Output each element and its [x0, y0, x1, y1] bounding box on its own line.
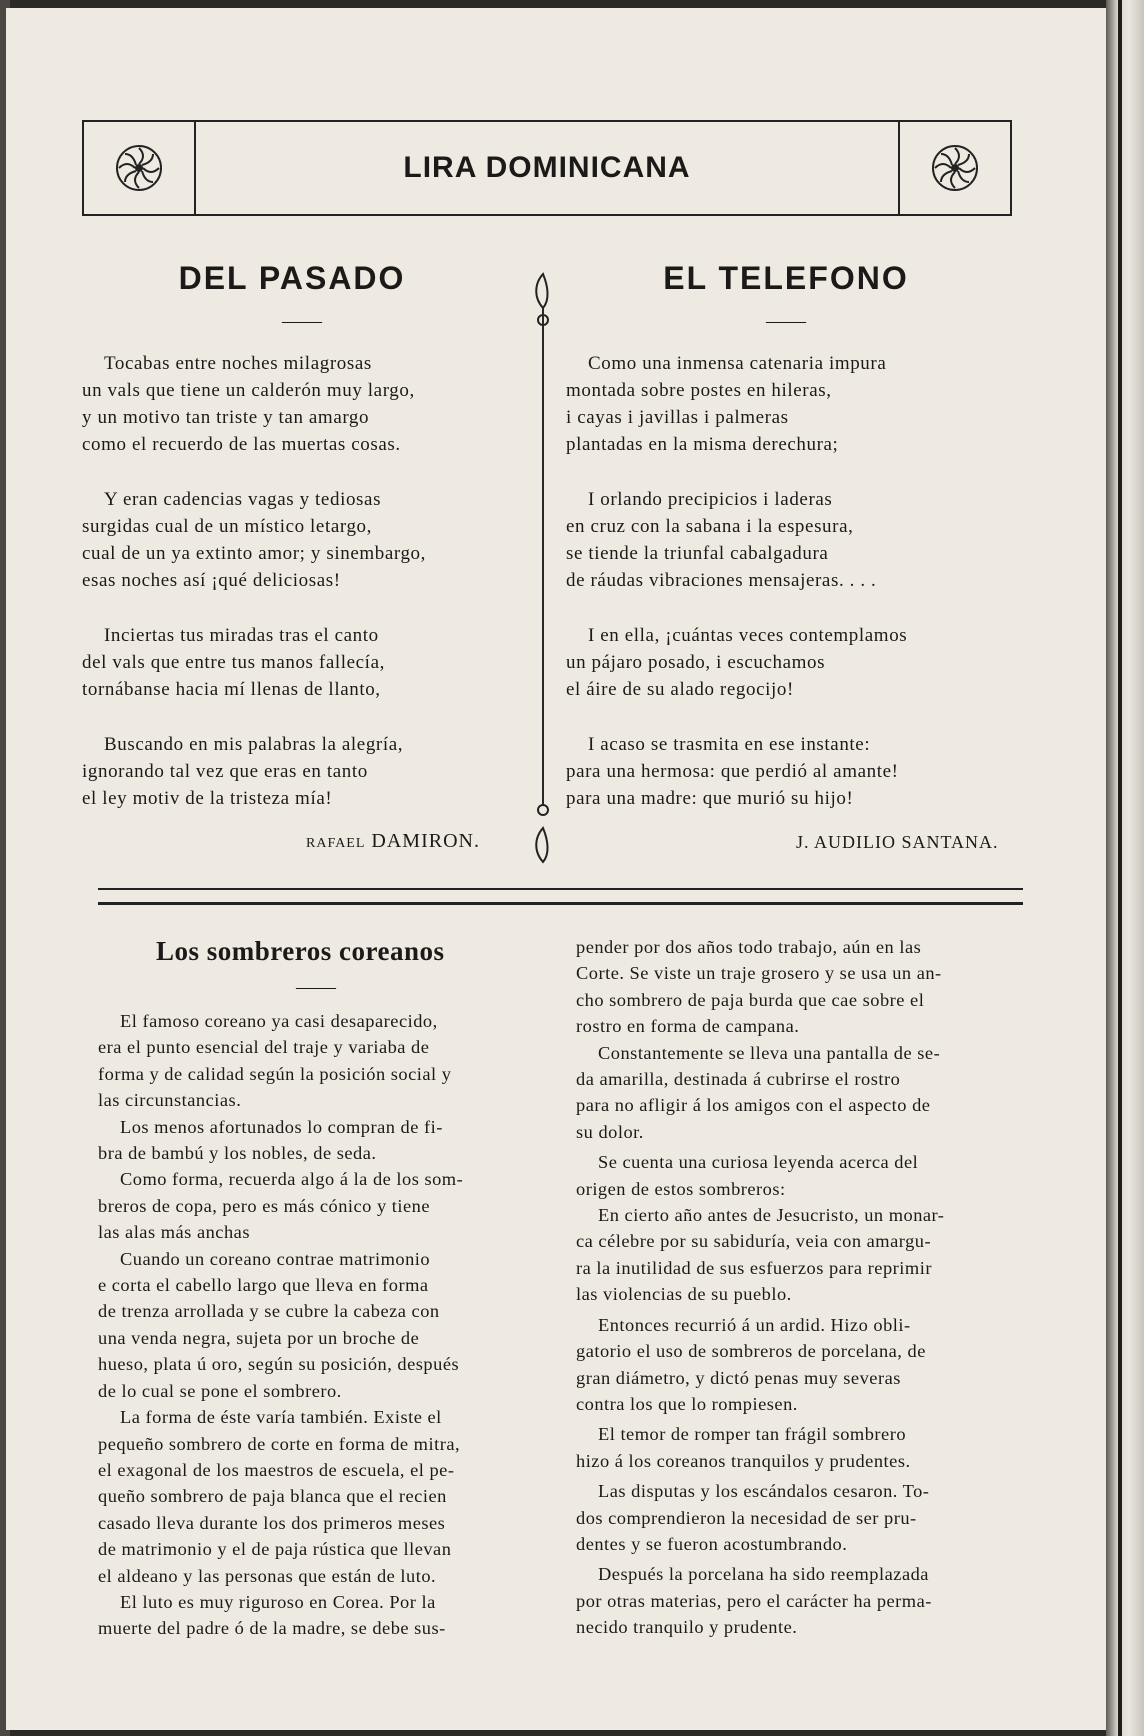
- text-line: e corta el cabello largo que lleva en forma: [98, 1275, 429, 1296]
- verse-line: y un motivo tan triste y tan amargo: [82, 407, 370, 428]
- verse-line: el ley motiv de la tristeza mía!: [82, 788, 333, 809]
- text-line: pender por dos años todo trabajo, aún en las: [576, 937, 922, 957]
- author-last-name: DAMIRON.: [371, 830, 480, 852]
- verse-line: I orlando precipicios i laderas: [588, 489, 833, 510]
- text-line: las alas más anchas: [98, 1222, 250, 1243]
- text-line: Corte. Se viste un traje grosero y se usa un an-: [576, 963, 942, 984]
- text-line: hueso, plata ú oro, según su posición, después: [98, 1354, 460, 1375]
- magazine-page: [6, 8, 1106, 1730]
- binding-spine: [1118, 0, 1122, 1736]
- text-line: pequeño sombrero de corte en forma de mitra,: [98, 1433, 461, 1454]
- verse-line: para una madre: que murió su hijo!: [566, 788, 854, 809]
- stanza: [82, 350, 522, 458]
- title-dash: ——: [766, 310, 806, 332]
- text-line: queño sombrero de paja blanca que el recien: [98, 1486, 447, 1507]
- banner-title: LIRA DOMINICANA: [403, 151, 691, 184]
- stanza: [82, 622, 522, 703]
- text-line: En cierto año antes de Jesucristo, un monar-: [598, 1205, 945, 1226]
- text-line: La forma de éste varía también. Existe el: [120, 1407, 442, 1428]
- verse-line: tornábanse hacia mí llenas de llanto,: [82, 679, 381, 700]
- text-line: Las disputas y los escándalos cesaron. To-: [598, 1481, 930, 1502]
- rosette-ornament-icon: [113, 142, 165, 194]
- verse-line: un pájaro posado, i escuchamos: [566, 652, 826, 673]
- text-line: una venda negra, sujeta por un broche de: [98, 1327, 420, 1348]
- text-line: Cuando un coreano contrae matrimonio: [120, 1248, 431, 1269]
- verse-line: el áire de su alado regocijo!: [566, 679, 794, 700]
- text-line: Entonces recurrió á un ardid. Hizo obli-: [598, 1314, 911, 1335]
- article-column-left: [98, 1008, 548, 1642]
- stanza: [82, 731, 522, 812]
- text-line: bra de bambú y los nobles, de seda.: [98, 1143, 377, 1164]
- section-divider: [98, 902, 1023, 905]
- title-dash: ——: [282, 310, 322, 332]
- verse-line: montada sobre postes en hileras,: [566, 380, 832, 401]
- banner-right-box: [898, 122, 1010, 214]
- article-title: Los sombreros coreanos: [156, 936, 445, 966]
- poem-author: [306, 830, 480, 853]
- poem-title: EL TELEFONO: [663, 260, 909, 296]
- text-line: su dolor.: [576, 1121, 644, 1142]
- text-line: muerte del padre ó de la madre, se debe sus-: [98, 1618, 446, 1639]
- text-line: por otras materias, pero el carácter ha perma-: [576, 1590, 932, 1611]
- verse-line: de ráudas vibraciones mensajeras. . . .: [566, 570, 877, 591]
- stanza: [566, 622, 1006, 703]
- text-line: gatorio el uso de sombreros de porcelana, de: [576, 1341, 926, 1362]
- verse-line: plantadas en la misma derechura;: [566, 434, 839, 455]
- text-line: origen de estos sombreros:: [576, 1178, 786, 1199]
- author-first-name: RAFAEL: [306, 836, 366, 851]
- poem-title: DEL PASADO: [178, 260, 406, 296]
- text-line: casado lleva durante los dos primeros meses: [98, 1512, 446, 1533]
- verse-line: Inciertas tus miradas tras el canto: [104, 625, 379, 646]
- text-line: Se cuenta una curiosa leyenda acerca del: [598, 1152, 919, 1173]
- stanza: [82, 486, 522, 594]
- text-line: las violencias de su pueblo.: [576, 1284, 792, 1305]
- text-line: el exagonal de los maestros de escuela, el pe-: [98, 1459, 455, 1480]
- text-line: de trenza arrollada y se cubre la cabeza con: [98, 1301, 440, 1322]
- text-line: Como forma, recuerda algo á la de los som-: [120, 1169, 464, 1190]
- verse-line: se tiende la triunfal cabalgadura: [566, 543, 829, 564]
- stanza: [566, 486, 1006, 594]
- poem-author: J. AUDILIO SANTANA.: [796, 832, 999, 852]
- text-line: da amarilla, destinada á cubrirse el rostro: [576, 1069, 901, 1090]
- article-column-right: [576, 934, 1026, 1641]
- rosette-ornament-icon: [929, 142, 981, 194]
- text-line: dos comprendieron la necesidad de ser pru-: [576, 1507, 917, 1528]
- title-dash: ——: [296, 976, 336, 998]
- poem-del-pasado: [82, 260, 522, 840]
- text-line: de matrimonio y el de paja rústica que llevan: [98, 1539, 452, 1560]
- text-line: rostro en forma de campana.: [576, 1016, 800, 1037]
- verse-line: cual de un ya extinto amor; y sinembargo,: [82, 543, 426, 564]
- verse-line: I acaso se trasmita en ese instante:: [588, 734, 871, 755]
- text-line: las circunstancias.: [98, 1090, 242, 1111]
- text-line: de lo cual se pone el sombrero.: [98, 1380, 342, 1401]
- section-banner: [82, 120, 1012, 216]
- text-line: Constantemente se lleva una pantalla de se-: [598, 1042, 941, 1063]
- verse-line: esas noches así ¡qué deliciosas!: [82, 570, 341, 591]
- text-line: ra la inutilidad de sus esfuerzos para reprimir: [576, 1257, 932, 1278]
- text-line: era el punto esencial del traje y variaba de: [98, 1037, 430, 1058]
- text-line: Los menos afortunados lo compran de fi-: [120, 1116, 443, 1137]
- text-line: gran diámetro, y dictó penas muy severas: [576, 1367, 901, 1388]
- text-line: para no afligir á los amigos con el aspecto de: [576, 1095, 931, 1116]
- verse-line: para una hermosa: que perdió al amante!: [566, 761, 899, 782]
- text-line: El famoso coreano ya casi desaparecido,: [120, 1011, 438, 1031]
- verse-line: i cayas i javillas i palmeras: [566, 407, 789, 428]
- verse-line: como el recuerdo de las muertas cosas.: [82, 434, 401, 455]
- verse-line: Como una inmensa catenaria impura: [588, 353, 887, 374]
- text-line: cho sombrero de paja burda que cae sobre el: [576, 989, 925, 1010]
- text-line: ca célebre por su sabiduría, veia con amargu-: [576, 1231, 932, 1252]
- text-line: El temor de romper tan frágil sombrero: [598, 1424, 907, 1445]
- text-line: contra los que lo rompiesen.: [576, 1393, 798, 1414]
- text-line: dentes y se fueron acostumbrando.: [576, 1533, 848, 1554]
- verse-line: I en ella, ¡cuántas veces contemplamos: [588, 625, 908, 646]
- text-line: El luto es muy riguroso en Corea. Por la: [120, 1591, 436, 1612]
- verse-line: ignorando tal vez que eras en tanto: [82, 761, 368, 782]
- verse-line: Buscando en mis palabras la alegría,: [104, 734, 404, 755]
- section-divider: [98, 888, 1023, 890]
- verse-line: Tocabas entre noches milagrosas: [104, 353, 372, 374]
- verse-line: Y eran cadencias vagas y tediosas: [104, 489, 382, 510]
- text-line: hizo á los coreanos tranquilos y prudentes.: [576, 1450, 911, 1471]
- banner-left-box: [84, 122, 196, 214]
- stanza: [566, 350, 1006, 458]
- text-line: Después la porcelana ha sido reemplazada: [598, 1564, 929, 1585]
- poem-el-telefono: [566, 260, 1006, 840]
- stanza: [566, 731, 1006, 812]
- page-right-edge: [1106, 0, 1144, 1736]
- text-line: breros de copa, pero es más cónico y tiene: [98, 1195, 430, 1216]
- text-line: el aldeano y las personas que están de luto.: [98, 1565, 437, 1586]
- verse-line: un vals que tiene un calderón muy largo,: [82, 380, 415, 401]
- column-rule: [542, 306, 544, 806]
- text-line: forma y de calidad según la posición social y: [98, 1063, 452, 1084]
- verse-line: en cruz con la sabana i la espesura,: [566, 516, 854, 537]
- verse-line: surgidas cual de un místico letargo,: [82, 516, 373, 537]
- scroll-ornament-icon: [526, 798, 560, 868]
- text-line: necido tranquilo y prudente.: [576, 1617, 798, 1638]
- verse-line: del vals que entre tus manos fallecía,: [82, 652, 385, 673]
